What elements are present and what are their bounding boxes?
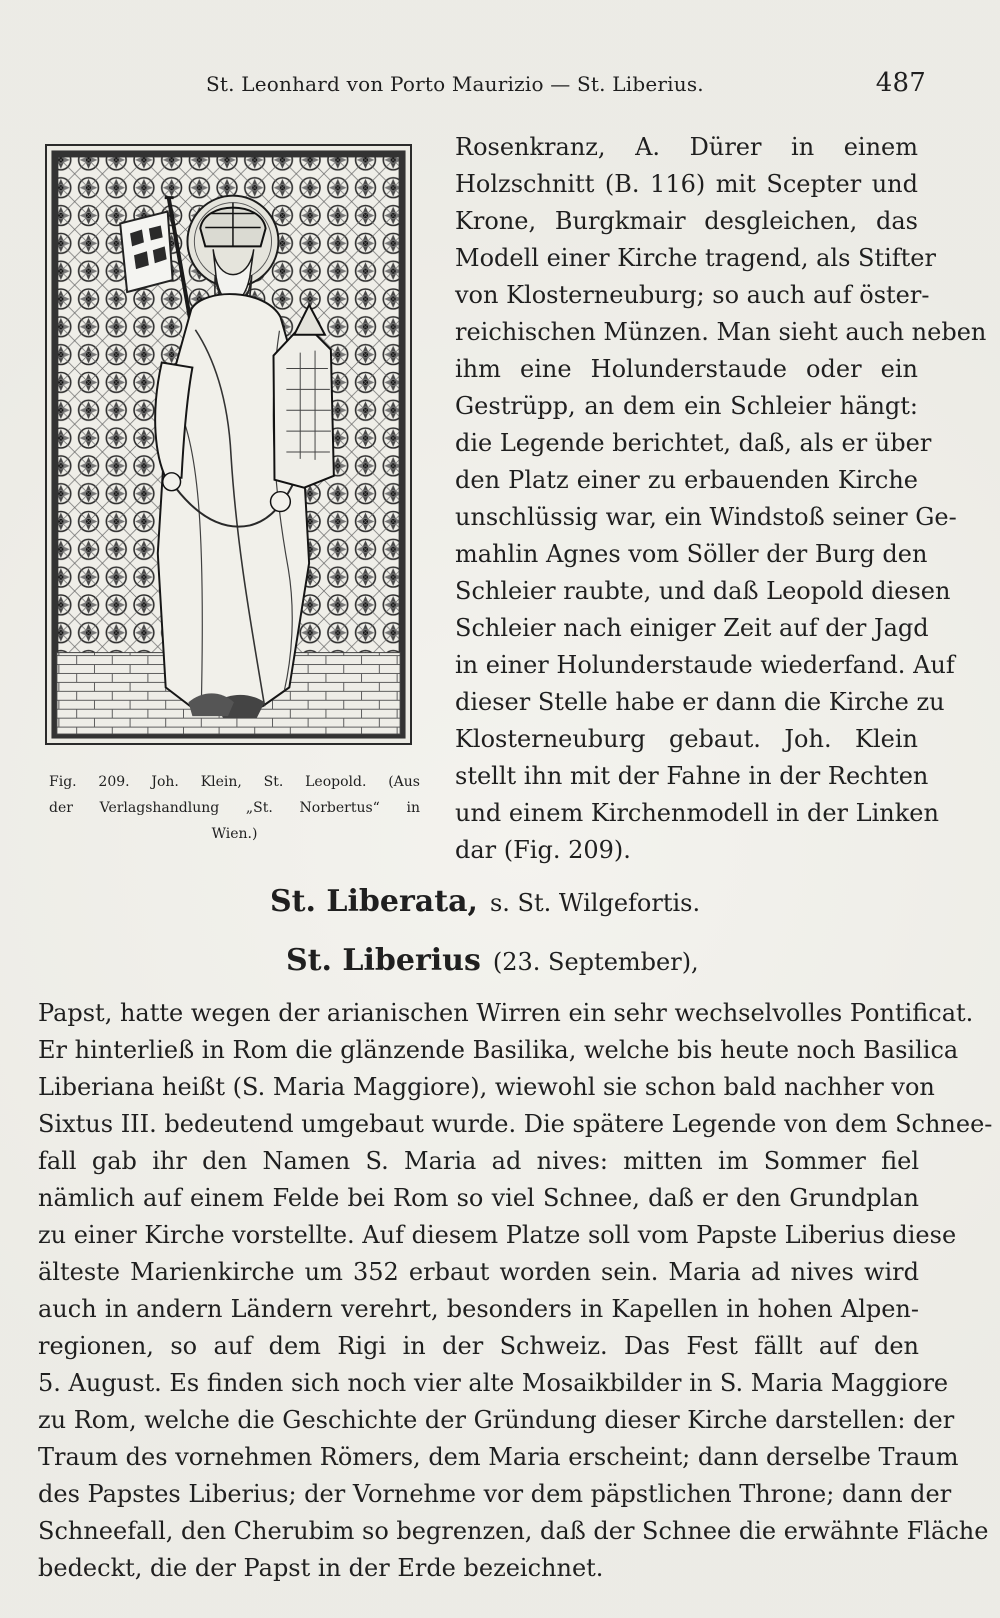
- banner: [120, 212, 172, 292]
- body-line-4: Sixtus III. bedeutend umgebaut wurde. Die spätere Legende von dem Schnee-: [38, 1110, 993, 1138]
- body-line-13: Traum des vornehmen Römers, dem Maria erscheint; dann derselbe Traum: [38, 1443, 959, 1471]
- body-line-10: regionen, so auf dem Rigi in der Schweiz. Das Fest fällt auf den: [38, 1332, 919, 1360]
- right-line-4: Modell einer Kirche tragend, als Stifter: [455, 244, 936, 272]
- body-line-2: Er hinterließ in Rom die glänzende Basilika, welche bis heute noch Basilica: [38, 1036, 959, 1064]
- body-line-12: zu Rom, welche die Geschichte der Gründung dieser Kirche darstellen: der: [38, 1406, 955, 1434]
- right-line-6: reichischen Münzen. Man sieht auch neben: [455, 318, 987, 346]
- right-line-19: und einem Kirchenmodell in der Linken: [455, 799, 939, 827]
- right-line-10: den Platz einer zu erbauenden Kirche: [455, 466, 918, 494]
- right-line-9: die Legende berichtet, daß, als er über: [455, 429, 932, 457]
- page-header: [206, 68, 926, 106]
- heading-liberius-title: St. Liberius: [286, 943, 481, 978]
- body-line-15: Schneefall, den Cherubim so begrenzen, daß der Schnee die erwähnte Fläche: [38, 1517, 989, 1545]
- right-line-3: Krone, Burgkmair desgleichen, das: [455, 207, 918, 235]
- body-line-9: auch in andern Ländern verehrt, besonders in Kapellen in hohen Alpen-: [38, 1295, 919, 1323]
- heading-liberius-date: (23. September),: [492, 948, 699, 976]
- body-line-1: Papst, hatte wegen der arianischen Wirren ein sehr wechselvolles Pontificat.: [38, 999, 974, 1027]
- body-line-14: des Papstes Liberius; der Vornehme vor dem päpstlichen Throne; dann der: [38, 1480, 952, 1508]
- figure-caption: [49, 769, 420, 847]
- right-line-7: ihm eine Holunderstaude oder ein: [455, 355, 918, 383]
- right-line-2: Holzschnitt (B. 116) mit Scepter und: [455, 170, 918, 198]
- right-line-11: unschlüssig war, ein Windstoß seiner Ge-: [455, 503, 957, 531]
- body-line-6: nämlich auf einem Felde bei Rom so viel Schnee, daß er den Grundplan: [38, 1184, 919, 1212]
- caption-line-3: Wien.): [211, 826, 258, 842]
- body-line-7: zu einer Kirche vorstellte. Auf diesem Platze soll vom Papste Liberius diese: [38, 1221, 957, 1249]
- heading-liberata: [270, 884, 701, 919]
- right-line-17: Klosterneuburg gebaut. Joh. Klein: [455, 725, 918, 753]
- right-line-18: stellt ihn mit der Fahne in der Rechten: [455, 762, 929, 790]
- heading-liberata-title: St. Liberata,: [270, 884, 478, 919]
- right-line-1: Rosenkranz, A. Dürer in einem: [455, 133, 918, 161]
- right-line-13: Schleier raubte, und daß Leopold diesen: [455, 577, 951, 605]
- page-number: 487: [875, 68, 926, 98]
- right-line-16: dieser Stelle habe er dann die Kirche zu: [455, 688, 945, 716]
- right-line-12: mahlin Agnes vom Söller der Burg den: [455, 540, 928, 568]
- heading-liberata-reference: s. St. Wilgefortis.: [489, 889, 701, 917]
- body-line-11: 5. August. Es finden sich noch vier alte Mosaikbilder in S. Maria Maggiore: [38, 1369, 949, 1397]
- right-line-15: in einer Holunderstaude wiederfand. Auf: [455, 651, 955, 679]
- body-line-8: älteste Marienkirche um 352 erbaut worden sein. Maria ad nives wird: [38, 1258, 919, 1286]
- illustration-st-leopold: [45, 144, 412, 745]
- body-line-3: Liberiana heißt (S. Maria Maggiore), wiewohl sie schon bald nachher von: [38, 1073, 935, 1101]
- right-line-20: dar (Fig. 209).: [455, 836, 631, 864]
- body-line-5: fall gab ihr den Namen S. Maria ad nives: mitten im Sommer fiel: [38, 1147, 919, 1175]
- body-line-16: bedeckt, die der Papst in der Erde bezeichnet.: [38, 1554, 604, 1582]
- caption-line-1: Fig. 209. Joh. Klein, St. Leopold. (Aus: [49, 774, 420, 790]
- running-head: St. Leonhard von Porto Maurizio — St. Liberius.: [206, 72, 704, 96]
- right-line-5: von Klosterneuburg; so auch auf öster-: [455, 281, 930, 309]
- woodcut-illustration: [47, 146, 410, 743]
- caption-line-2: der Verlagshandlung „St. Norbertus“ in: [49, 800, 420, 816]
- heading-liberius: [286, 943, 699, 978]
- right-line-14: Schleier nach einiger Zeit auf der Jagd: [455, 614, 929, 642]
- right-line-8: Gestrüpp, an dem ein Schleier hängt:: [455, 392, 918, 420]
